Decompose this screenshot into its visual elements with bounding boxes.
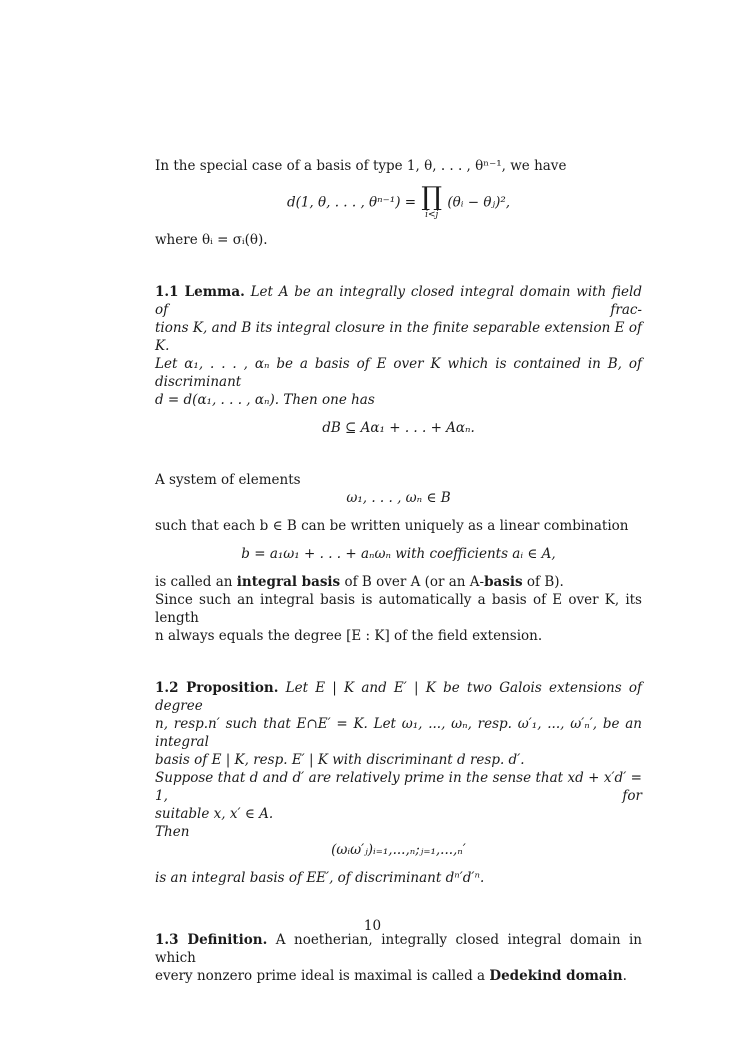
discriminant-formula [155, 182, 642, 221]
spacer [155, 221, 642, 231]
system-text: such that each b ∈ B can be written uniquely as a linear combination [155, 518, 629, 534]
formula-rhs: (θᵢ − θⱼ)², [447, 194, 511, 211]
product-symbol: ∏ [421, 182, 443, 212]
intro-text: In the special case of a basis of type 1, θ, . . . , θⁿ⁻¹, we have [155, 158, 567, 174]
lemma-line: tions K, and B its integral closure in the finite separable extension E of K. [155, 320, 642, 354]
linear-combination-formula: b = a₁ω₁ + . . . + aₙωₙ with coefficients aᵢ ∈ A, [241, 546, 556, 562]
proposition-text: Let E | K and E′ | K be two Galois extensions of degree [155, 680, 643, 714]
proposition-line: n, resp.n′ such that E∩E′ = K. Let ω₁, ..., ωₙ, resp. ω′₁, ..., ω′ₙ′, be an integral [155, 716, 642, 750]
spacer [155, 409, 642, 419]
system-text: Since such an integral basis is automatically a basis of E over K, its length [155, 592, 642, 626]
term-integral-basis: integral basis [236, 574, 341, 590]
spacer [155, 249, 642, 283]
spacer [155, 563, 642, 573]
integral-basis-definition [155, 573, 642, 591]
spacer [155, 887, 642, 921]
elements-formula: ω₁, . . . , ωₙ ∈ B [346, 490, 451, 506]
page-number: 10 [363, 918, 382, 934]
text-segment: every nonzero prime ideal is maximal is called a [155, 968, 490, 984]
where-clause: where θᵢ = σᵢ(θ). [155, 232, 268, 248]
proposition-line: suitable x, x′ ∈ A. [155, 806, 274, 822]
spacer [155, 175, 642, 185]
lemma-formula: dB ⊆ Aα₁ + . . . + Aαₙ. [322, 420, 475, 436]
definition-line [155, 967, 642, 985]
definition-line [155, 931, 642, 967]
text-segment: . [622, 968, 627, 984]
text-segment: of B). [522, 574, 564, 590]
text-segment: of B over A (or an A- [340, 574, 485, 590]
definition-heading: 1.3 Definition. [155, 932, 268, 948]
formula-lhs: d(1, θ, . . . , θⁿ⁻¹) = [286, 194, 417, 211]
proposition-line: basis of E | K, resp. E′ | K with discriminant d resp. d′. [155, 752, 525, 768]
proposition-heading: 1.2 Proposition. [155, 680, 279, 696]
text-segment: is called an [155, 574, 237, 590]
system-text: A system of elements [155, 472, 301, 488]
spacer [155, 645, 642, 679]
product-subscript: i<j [425, 210, 439, 220]
definition-text: A noetherian, integrally closed integral domain in which [155, 932, 642, 966]
proposition-formula: (ωᵢω′ⱼ)ᵢ₌₁,...,ₙ;ⱼ₌₁,...,ₙ′ [331, 842, 466, 858]
spacer [155, 507, 642, 517]
system-text: n always equals the degree [E : K] of the field extension. [155, 628, 543, 644]
spacer [155, 859, 642, 869]
spacer [155, 535, 642, 545]
proposition-line [155, 679, 642, 715]
page-body [155, 157, 642, 985]
term-basis: basis [484, 574, 523, 590]
lemma-text: Let A be an integrally closed integral domain with field of frac- [155, 284, 642, 318]
proposition-line: Suppose that d and d′ are relatively prime in the sense that xd + x′d′ = 1, for [155, 770, 642, 804]
proposition-line: is an integral basis of EE′, of discriminant dⁿ′d′ⁿ. [155, 870, 485, 886]
lemma-line [155, 283, 642, 319]
lemma-heading: 1.1 Lemma. [155, 284, 245, 300]
lemma-line: Let α₁, . . . , αₙ be a basis of E over K which is contained in B, of discriminant [155, 356, 642, 390]
spacer [155, 437, 642, 471]
lemma-line: d = d(α₁, . . . , αₙ). Then one has [155, 392, 375, 408]
term-dedekind-domain: Dedekind domain [489, 968, 623, 984]
proposition-line: Then [155, 824, 190, 840]
product-operator [421, 182, 443, 221]
